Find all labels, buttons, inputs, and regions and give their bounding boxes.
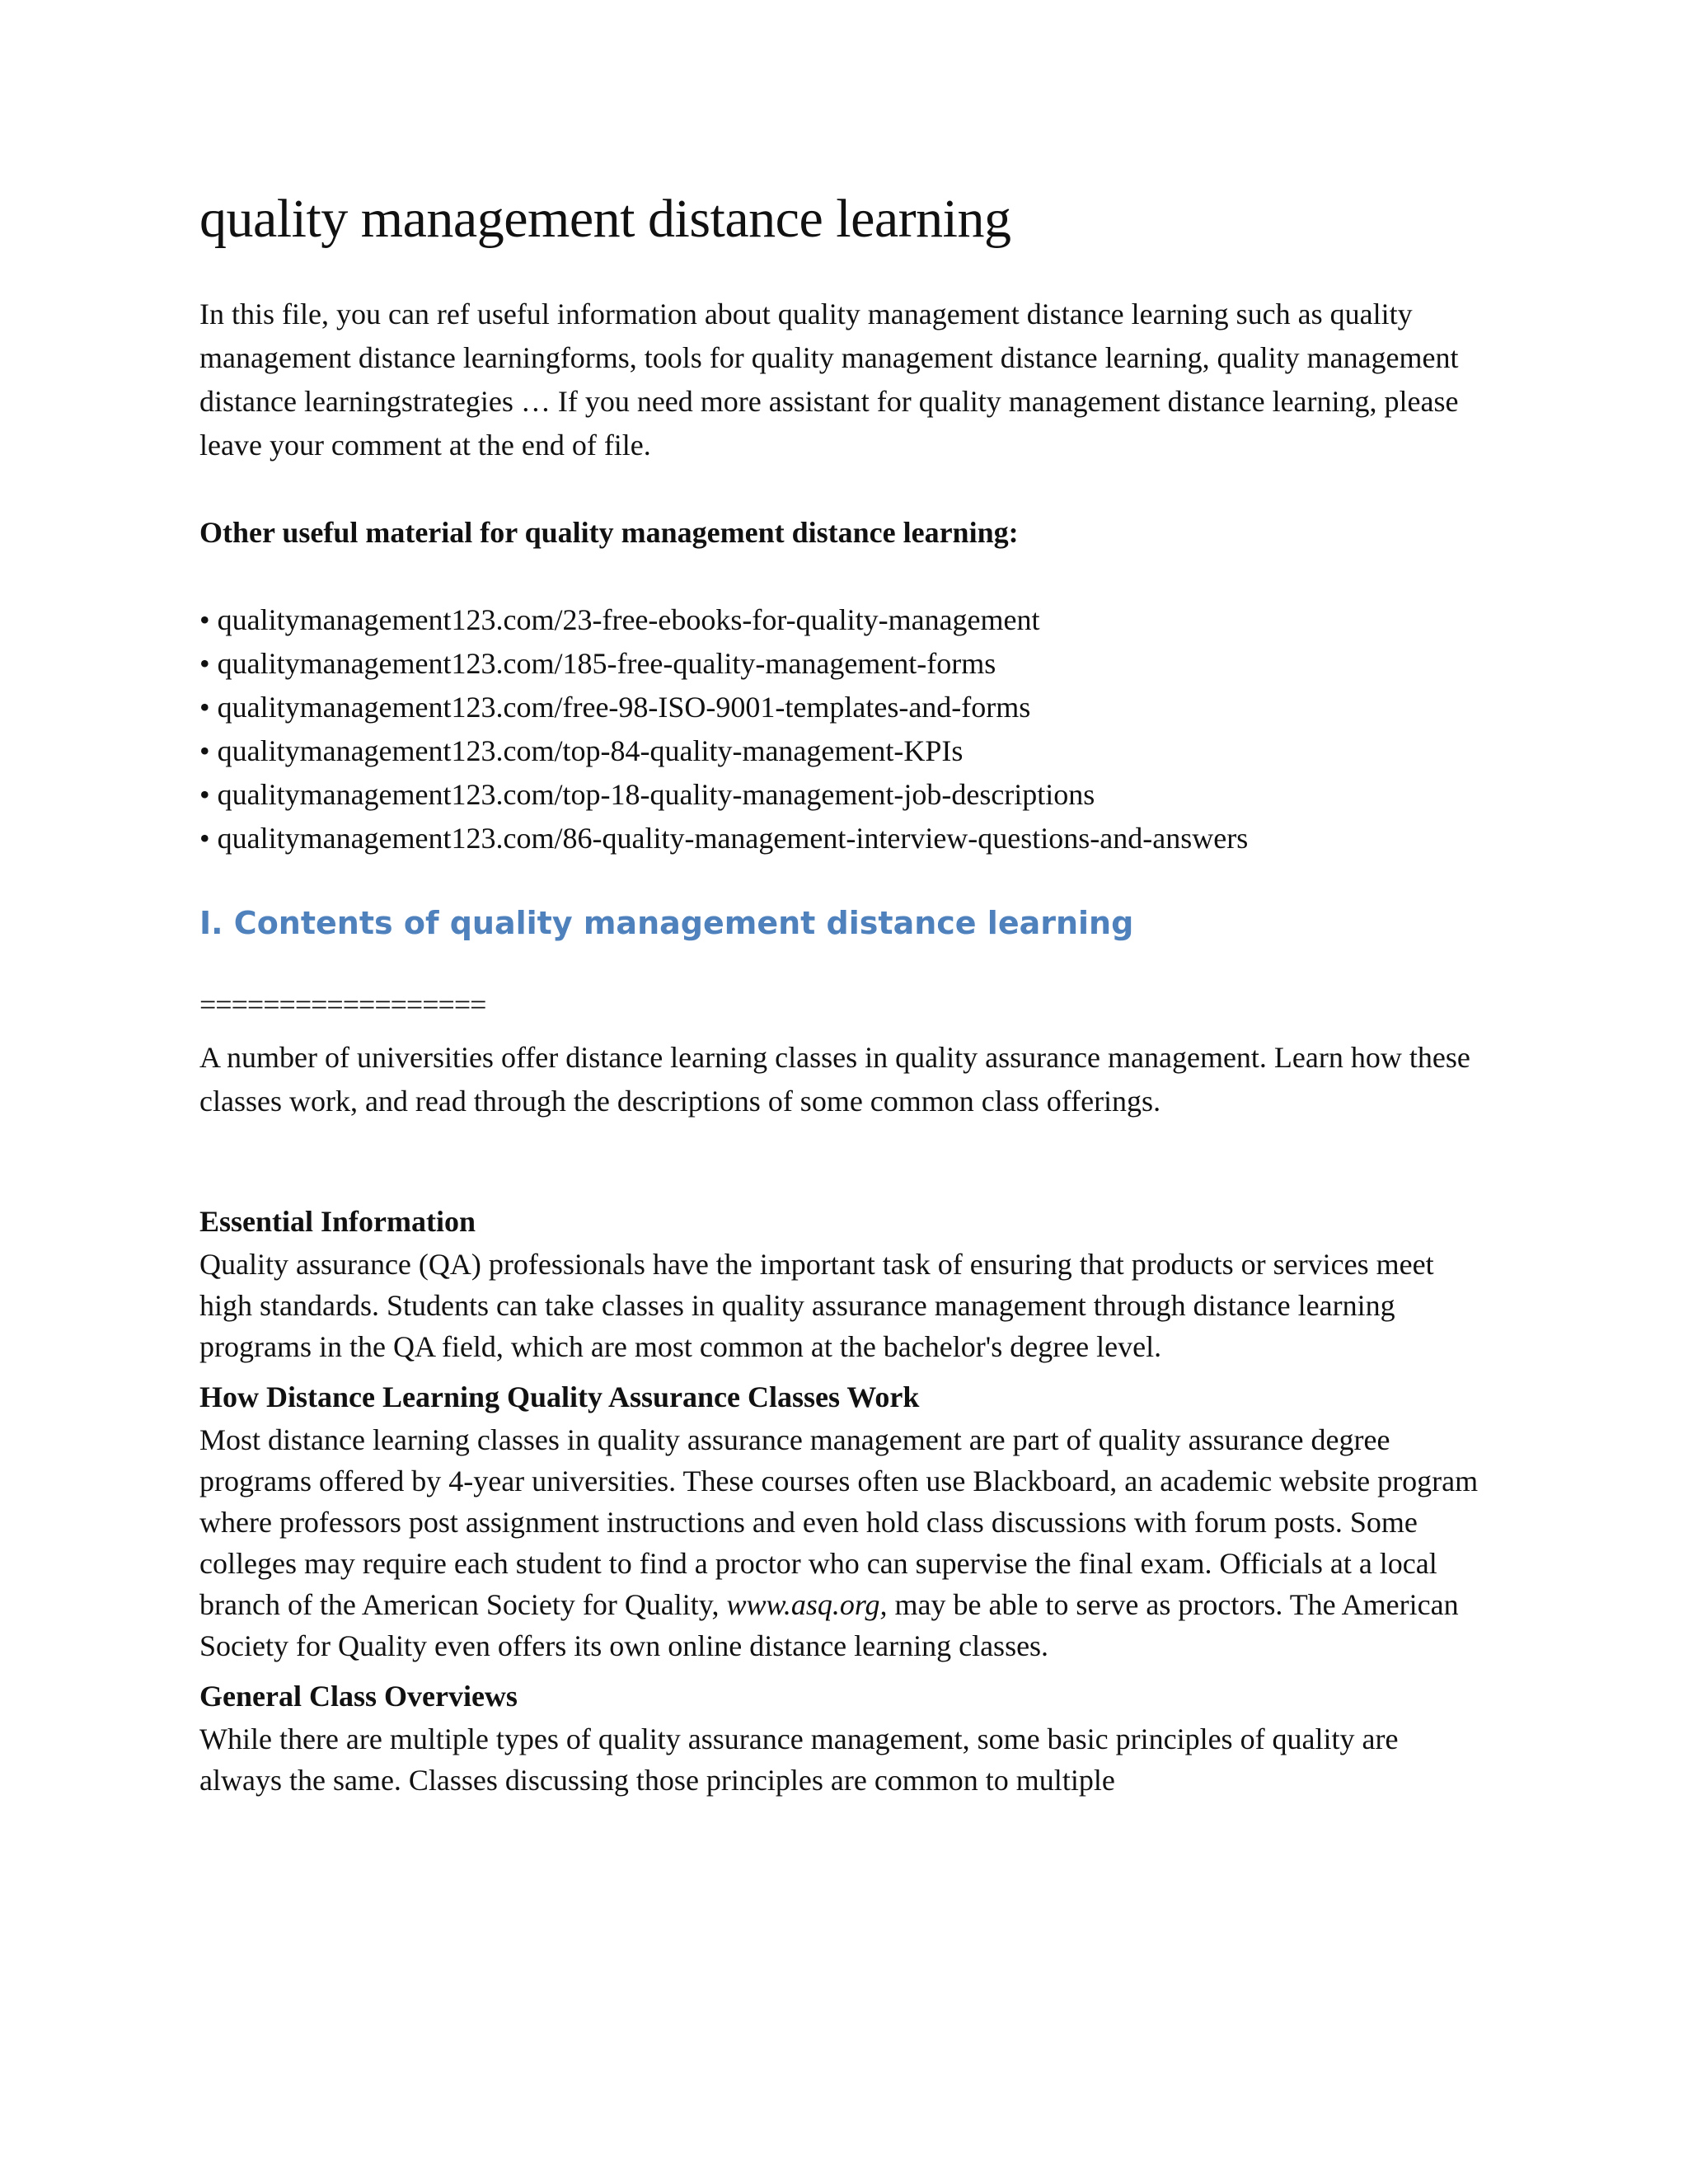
how-classes-work-text-before: Most distance learning classes in quality assurance management are part of quality assurance degree programs offered by 4-year universities. These courses often use Blackboard, an academic website program where professors post assignment instructions and even hold class discussions with forum posts. Some colleges may require each student to find a proctor who can supervise the final exam. Officials at a local branch of the American Society for Quality, bbox=[199, 1422, 1479, 1621]
other-material-heading: Other useful material for quality management distance learning: bbox=[199, 515, 1019, 549]
essential-information-text: Quality assurance (QA) professionals have the important task of ensuring that products or services meet high standards. Students can take classes in quality assurance management through distance learning programs in the QA field, which are most common at the bachelor's degree level. bbox=[199, 1247, 1434, 1363]
universities-paragraph: A number of universities offer distance learning classes in quality assurance management. Learn how these classes work, and read through the descriptions of some common class offerings. bbox=[199, 1040, 1470, 1118]
how-classes-work-heading: How Distance Learning Quality Assurance Classes Work bbox=[199, 1380, 920, 1413]
resource-link[interactable]: • qualitymanagement123.com/free-98-ISO-9001-templates-and-forms bbox=[199, 690, 1031, 724]
document-title: quality management distance learning bbox=[199, 189, 1011, 249]
asq-link[interactable]: www.asq.org, bbox=[726, 1587, 888, 1621]
intro-paragraph: In this file, you can ref useful information about quality management distance learning such as quality management distance learningforms, tools for quality management distance learning, quality management distance learningstrategies … If you need more assistant for quality management distance learning, please leave your comment at the end of file. bbox=[199, 297, 1459, 462]
resource-link[interactable]: • qualitymanagement123.com/23-free-ebooks-for-quality-management bbox=[199, 602, 1040, 636]
general-overviews-heading: General Class Overviews bbox=[199, 1679, 518, 1713]
separator-line: ================== bbox=[199, 987, 486, 1021]
how-classes-work-text bbox=[199, 1419, 1485, 1666]
resource-link[interactable]: • qualitymanagement123.com/top-84-quality-management-KPIs bbox=[199, 733, 964, 767]
document-body bbox=[199, 190, 1485, 1809]
section-heading-contents: I. Contents of quality management distance learning bbox=[199, 904, 1134, 941]
resource-link-list bbox=[199, 598, 1485, 860]
resource-link[interactable]: • qualitymanagement123.com/185-free-quality-management-forms bbox=[199, 646, 996, 680]
essential-information-heading: Essential Information bbox=[199, 1204, 476, 1238]
resource-link[interactable]: • qualitymanagement123.com/top-18-quality-management-job-descriptions bbox=[199, 777, 1095, 811]
general-overviews-text: While there are multiple types of quality assurance management, some basic principles of quality are always the same. Classes discussing those principles are common to multiple bbox=[199, 1722, 1399, 1797]
how-classes-work-text-after: may be able to serve as proctors. The American Society for Quality even offers its own online distance learning classes. bbox=[199, 1587, 1459, 1662]
resource-link[interactable]: • qualitymanagement123.com/86-quality-management-interview-questions-and-answers bbox=[199, 821, 1249, 855]
